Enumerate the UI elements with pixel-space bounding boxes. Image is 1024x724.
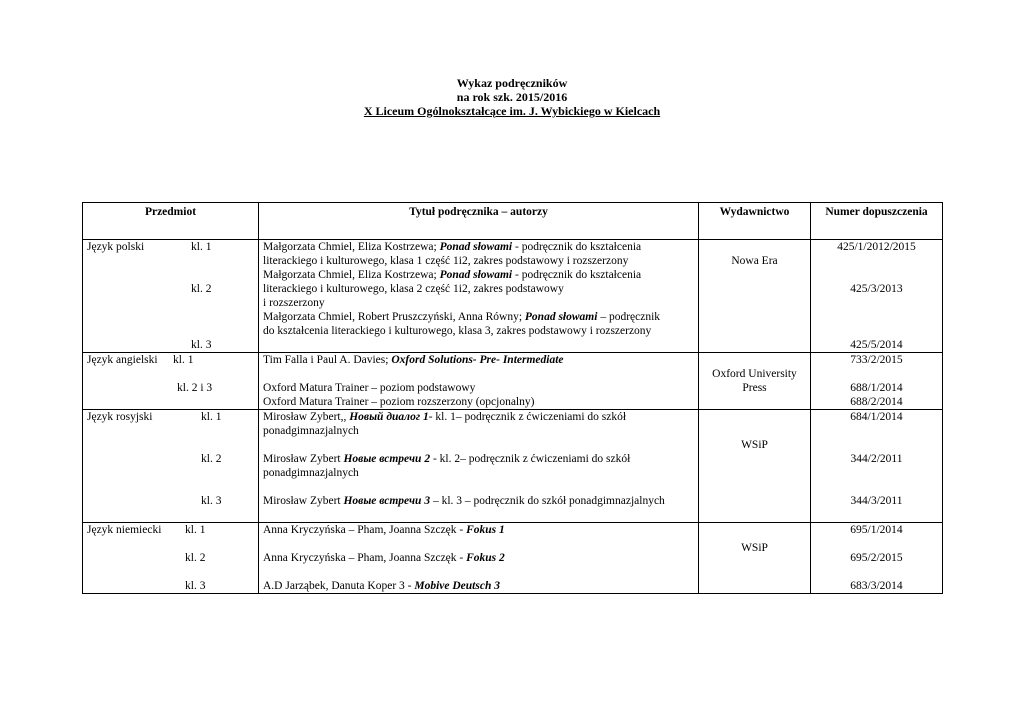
title-text: Oxford Matura Trainer – poziom rozszerzony (opcjonalny) [263, 396, 535, 408]
publisher-name: WSiP [741, 542, 768, 554]
approval-number: 683/3/2014 [850, 580, 903, 592]
table-row-niemiecki [83, 523, 943, 594]
title-text: - podręcznik do kształcenia [512, 241, 642, 253]
column-header-publisher: Wydawnictwo [699, 203, 811, 240]
title-text: – kl. 3 – podręcznik do szkół ponadgimnazjalnych [430, 495, 665, 507]
class-label: kl. 3 [201, 495, 222, 507]
class-label: kl. 1 [191, 241, 212, 253]
approval-number: 344/2/2011 [850, 453, 903, 465]
subject-name: Język niemiecki [87, 524, 162, 536]
title-cell [259, 240, 699, 353]
class-label: kl. 1 [185, 524, 206, 536]
approval-number: 425/1/2012/2015 [837, 241, 916, 253]
subject-name: Język polski [87, 241, 145, 253]
document-header [0, 76, 1024, 118]
approval-number: 695/2/2015 [850, 552, 903, 564]
book-title: Fokus 2 [466, 552, 505, 564]
title-text: Mirosław Zybert [263, 453, 344, 465]
number-cell [811, 523, 943, 594]
approval-number: 425/3/2013 [850, 283, 903, 295]
title-cell [259, 353, 699, 410]
book-title: Новые встречи 2 [343, 453, 431, 465]
publisher-cell [699, 353, 811, 410]
subject-cell [83, 240, 259, 353]
publisher-name: Oxford University [712, 368, 797, 380]
title-text: ponadgimnazjalnych [263, 467, 359, 479]
table-header-row [83, 203, 943, 240]
book-title: Ponad słowami [439, 241, 513, 253]
subject-cell [83, 523, 259, 594]
class-label: kl. 1 [201, 411, 222, 423]
title-text: Mirosław Zybert,, [263, 411, 350, 423]
approval-number: 684/1/2014 [850, 411, 903, 423]
header-school-year: na rok szk. 2015/2016 [456, 90, 568, 104]
title-text: literackiego i kulturowego, klasa 2 część 1i2, zakres podstawowy [263, 283, 564, 295]
book-title: Новые встречи 3 [343, 495, 431, 507]
book-title: Fokus 1 [466, 524, 505, 536]
title-text: Oxford Matura Trainer – poziom podstawowy [263, 382, 476, 394]
table-row-angielski [83, 353, 943, 410]
title-text: Mirosław Zybert [263, 495, 344, 507]
column-header-subject: Przedmiot [83, 203, 259, 240]
class-label: kl. 1 [173, 354, 194, 366]
publisher-cell [699, 523, 811, 594]
table-row-polski [83, 240, 943, 353]
title-text: Anna Kryczyńska – Pham, Joanna Szczęk - [263, 524, 467, 536]
approval-number: 695/1/2014 [850, 524, 903, 536]
approval-number: 733/2/2015 [850, 354, 903, 366]
title-text: - kl. 2– podręcznik z ćwiczeniami do szkół [430, 453, 631, 465]
title-text: do kształcenia literackiego i kulturowego, klasa 3, zakres podstawowy i rozszerzony [263, 325, 652, 337]
publisher-name: Press [742, 382, 767, 394]
number-cell [811, 410, 943, 523]
class-label: kl. 3 [191, 339, 212, 351]
header-school-name: X Liceum Ogólnokształcące im. J. Wybickiego w Kielcach [363, 104, 661, 118]
column-header-number: Numer dopuszczenia [811, 203, 943, 240]
book-title: Ponad słowami [524, 311, 598, 323]
title-text: Małgorzata Chmiel, Robert Pruszczyński, Anna Równy; [263, 311, 525, 323]
number-cell [811, 353, 943, 410]
book-title: Mobive Deutsch 3 [414, 580, 500, 592]
column-header-title: Tytuł podręcznika – autorzy [259, 203, 699, 240]
publisher-cell [699, 410, 811, 523]
subject-cell [83, 353, 259, 410]
title-text: literackiego i kulturowego, klasa 1 część 1i2, zakres podstawowy i rozszerzony [263, 255, 629, 267]
title-text: Tim Falla i Paul A. Davies; [263, 354, 392, 366]
title-cell [259, 523, 699, 594]
textbook-table [82, 202, 943, 594]
publisher-name: WSiP [741, 439, 768, 451]
book-title: Ponad słowami [439, 269, 513, 281]
subject-name: Język rosyjski [87, 411, 153, 423]
approval-number: 344/3/2011 [850, 495, 903, 507]
class-label: kl. 2 [191, 283, 212, 295]
publisher-cell [699, 240, 811, 353]
approval-number: 688/2/2014 [850, 396, 903, 408]
title-text: i rozszerzony [263, 297, 325, 309]
subject-cell [83, 410, 259, 523]
approval-number: 425/5/2014 [850, 339, 903, 351]
publisher-name: Nowa Era [731, 255, 778, 267]
class-label: kl. 2 [185, 552, 206, 564]
class-label: kl. 3 [185, 580, 206, 592]
book-title: Oxford Solutions- Pre- Intermediate [391, 354, 564, 366]
title-text: Anna Kryczyńska – Pham, Joanna Szczęk - [263, 552, 467, 564]
class-label: kl. 2 i 3 [177, 382, 213, 394]
subject-name: Język angielski [87, 354, 158, 366]
number-cell [811, 240, 943, 353]
title-text: - kl. 1– podręcznik z ćwiczeniami do szkół [428, 411, 627, 423]
approval-number: 688/1/2014 [850, 382, 903, 394]
book-title: Новый диалог 1 [349, 411, 429, 423]
title-text: Małgorzata Chmiel, Eliza Kostrzewa; [263, 241, 440, 253]
class-label: kl. 2 [201, 453, 222, 465]
title-text: ponadgimnazjalnych [263, 425, 359, 437]
header-title: Wykaz podręczników [456, 76, 568, 90]
title-text: A.D Jarząbek, Danuta Koper 3 - [263, 580, 415, 592]
title-text: - podręcznik do kształcenia [512, 269, 642, 281]
title-cell [259, 410, 699, 523]
table-row-rosyjski [83, 410, 943, 523]
title-text: Małgorzata Chmiel, Eliza Kostrzewa; [263, 269, 440, 281]
title-text: – podręcznik [597, 311, 661, 323]
